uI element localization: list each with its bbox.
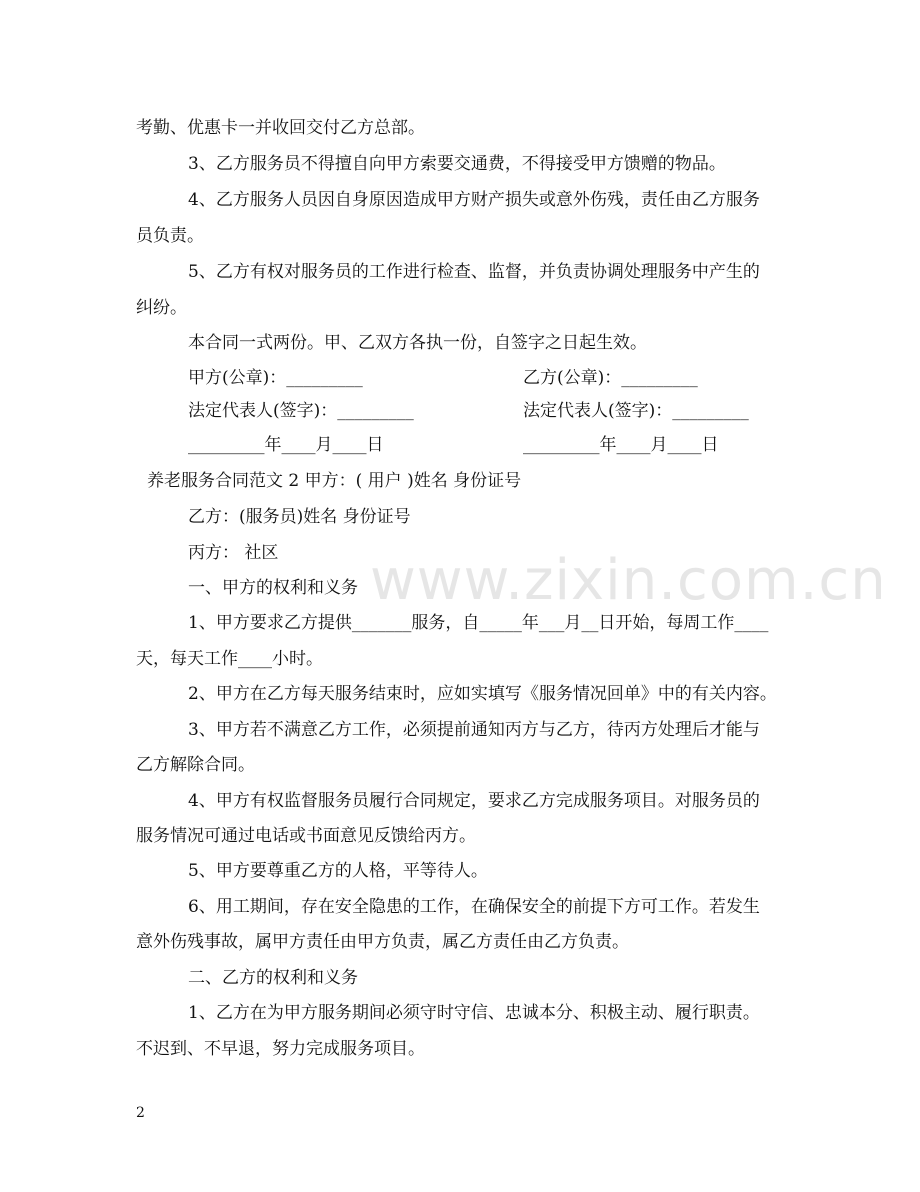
paragraph-line: 1、乙方在为甲方服务期间必须守时守信、忠诚本分、积极主动、履行职责。 xyxy=(188,1003,760,1023)
page-number: 2 xyxy=(136,1105,145,1121)
paragraph-line: 意外伤残事故，属甲方责任由甲方负责，属乙方责任由乙方负责。 xyxy=(136,932,629,952)
section-title: 养老服务合同范文 2 甲方：( 用户 )姓名 身份证号 xyxy=(147,471,522,491)
signature-left-rep: 法定代表人(签字)：_________ xyxy=(188,401,414,421)
paragraph-line: 纠纷。 xyxy=(136,298,187,318)
signature-right-seal: 乙方(公章)：_________ xyxy=(523,368,698,388)
paragraph-line: 员负责。 xyxy=(136,226,204,246)
signature-right-date: _________年____月____日 xyxy=(523,435,719,455)
paragraph-line: 5、乙方有权对服务员的工作进行检查、监督，并负责协调处理服务中产生的 xyxy=(188,262,760,282)
paragraph-line: 1、甲方要求乙方提供_______服务，自_____年___月__日开始，每周工作____ xyxy=(188,613,769,633)
section-heading: 二、乙方的权利和义务 xyxy=(188,968,358,988)
paragraph-line: 3、甲方若不满意乙方工作，必须提前通知丙方与乙方，待丙方处理后才能与 xyxy=(188,720,760,740)
paragraph-line: 6、用工期间，存在安全隐患的工作，在确保安全的前提下方可工作。若发生 xyxy=(188,897,760,917)
paragraph-line: 3、乙方服务员不得擅自向甲方索要交通费，不得接受甲方馈赠的物品。 xyxy=(188,154,726,174)
paragraph-line: 不迟到、不早退，努力完成服务项目。 xyxy=(136,1039,425,1059)
paragraph-line: 服务情况可通过电话或书面意见反馈给丙方。 xyxy=(136,826,476,846)
paragraph-line: 丙方： 社区 xyxy=(188,543,279,563)
paragraph-line: 乙方：(服务员)姓名 身份证号 xyxy=(188,507,411,527)
paragraph-line: 本合同一式两份。甲、乙双方各执一份，自签字之日起生效。 xyxy=(188,333,647,353)
signature-left-date: _________年____月____日 xyxy=(188,435,384,455)
paragraph-line: 天，每天工作____小时。 xyxy=(136,649,323,669)
signature-right-rep: 法定代表人(签字)：_________ xyxy=(523,401,749,421)
paragraph-line: 2、甲方在乙方每天服务结束时，应如实填写《服务情况回单》中的有关内容。 xyxy=(188,684,777,704)
section-heading: 一、甲方的权利和义务 xyxy=(188,578,358,598)
paragraph-line: 乙方解除合同。 xyxy=(136,755,255,775)
signature-left-seal: 甲方(公章)：_________ xyxy=(188,368,363,388)
paragraph-line: 4、甲方有权监督服务员履行合同规定，要求乙方完成服务项目。对服务员的 xyxy=(188,791,760,811)
paragraph-line: 考勤、优惠卡一并收回交付乙方总部。 xyxy=(136,118,425,138)
paragraph-line: 5、甲方要尊重乙方的人格，平等待人。 xyxy=(188,861,488,881)
paragraph-line: 4、乙方服务人员因自身原因造成甲方财产损失或意外伤残，责任由乙方服务 xyxy=(188,190,760,210)
watermark: www.zixin.com.cn xyxy=(370,548,887,613)
